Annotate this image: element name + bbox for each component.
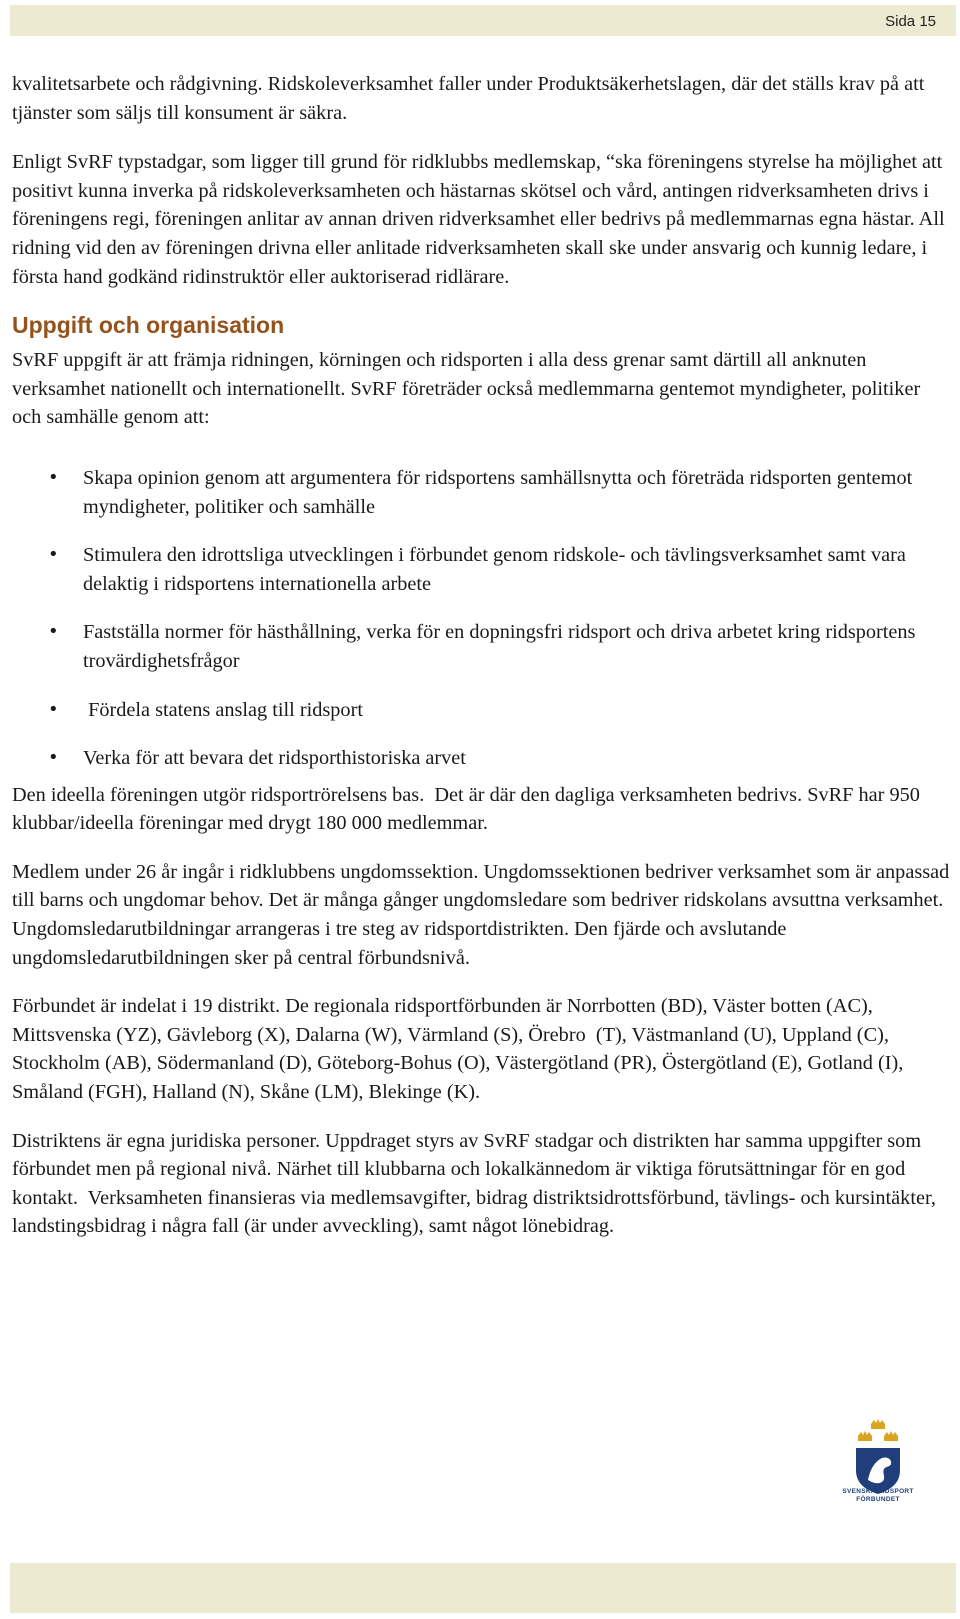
paragraph: Den ideella föreningen utgör ridsportrörelsens bas. Det är där den dagliga verksamheten bedrivs. SvRF har 950 klubbar/ideella föreningar med drygt 180 000 medlemmar. [12, 783, 925, 835]
paragraph: Förbundet är indelat i 19 distrikt. De regionala ridsportförbunden är Norrbotten (BD), Väster botten (AC), Mittsvenska (YZ), Gävleborg (X), Dalarna (W), Värmland (S), Örebro (T), Västmanland (U), Uppland (C), Stockholm (AB), Södermanland (D), Göteborg-Bohus (O), Västergötland (PR), Östergötland (E), Gotland (I), Småland (FGH), Halland (N), Skåne (LM), Blekinge (K). [12, 995, 909, 1104]
logo-wordmark: SVENSKA RIDSPORT FÖRBUNDET [842, 1488, 914, 1503]
list-item: • Stimulera den idrottsliga utvecklingen i förbundet genom ridskole- och tävlingsverksamhet samt vara delaktig i ridsportens internationella arbete [12, 541, 950, 598]
paragraph: Medlem under 26 år ingår i ridklubbens ungdomssektion. Ungdomssektionen bedriver verksamhet som är anpassad till barns och ungdomar behov. Det är många gånger ungdomsledare som bedriver ridskolans avsuttna verksamhet. Ungdomsledarutbildningar arrangeras i tre steg av ridsportdistrikten. Den fjärde och avslutande ungdomsledarutbildningen sker på central förbundsnivå. [12, 860, 950, 969]
federation-logo [838, 1418, 918, 1538]
list-item: • Fördela statens anslag till ridsport [12, 696, 950, 725]
list-item: • Fastställa normer för hästhållning, verka för en dopningsfri ridsport och driva arbetet kring ridsportens trovärdighetsfrågor [12, 618, 950, 675]
header-band [10, 5, 956, 36]
paragraph: SvRF uppgift är att främja ridningen, körningen och ridsporten i alla dess grenar samt därtill all anknuten verksamhet nationellt och internationellt. SvRF företräder också medlemmarna gentemot myndigheter, politiker och samhälle genom att: [12, 349, 921, 429]
section-heading: Uppgift och organisation [12, 312, 285, 339]
footer-band [10, 1563, 956, 1613]
bullet-list [12, 464, 950, 773]
page-number: Sida 15 [885, 13, 936, 30]
crown-icon [858, 1419, 898, 1441]
paragraph: kvalitetsarbete och rådgivning. Ridskoleverksamhet faller under Produktsäkerhetslagen, där det ställs krav på att tjänster som säljs till konsument är säkra. [12, 73, 925, 124]
paragraph: Enligt SvRF typstadgar, som ligger till grund för ridklubbs medlemskap, “ska föreningens styrelse ha möjlighet att positivt kunna inverka på ridskoleverksamheten och hästarnas skötsel och vård, antingen ridverksamheten drivs i föreningens regi, föreningen anlitar av annan driven ridverksamhet eller bedrivs på medlemmarnas egna hästar. All ridning vid den av föreningen drivna eller anlitade ridverksamheten skall ske under ansvarig och kunnig ledare, i första hand godkänd ridinstruktör eller auktoriserad ridlärare. [12, 151, 945, 288]
document-body [12, 70, 950, 1241]
paragraph: Distriktens är egna juridiska personer. Uppdraget styrs av SvRF stadgar och distrikten har samma uppgifter som förbundet men på regional nivå. Närhet till klubbarna och lokalkännedom är viktiga förutsättningar för en god kontakt. Verksamheten finansieras via medlemsavgifter, bidrag distriktsidrottsförbund, tävlings- och kursintäkter, landstingsbidrag i några fall (är under avveckling), samt något lönebidrag. [12, 1129, 942, 1238]
list-item: • Skapa opinion genom att argumentera för ridsportens samhällsnytta och företräda ridsporten gentemot myndigheter, politiker och samhälle [12, 464, 950, 521]
list-item: • Verka för att bevara det ridsporthistoriska arvet [12, 744, 950, 773]
